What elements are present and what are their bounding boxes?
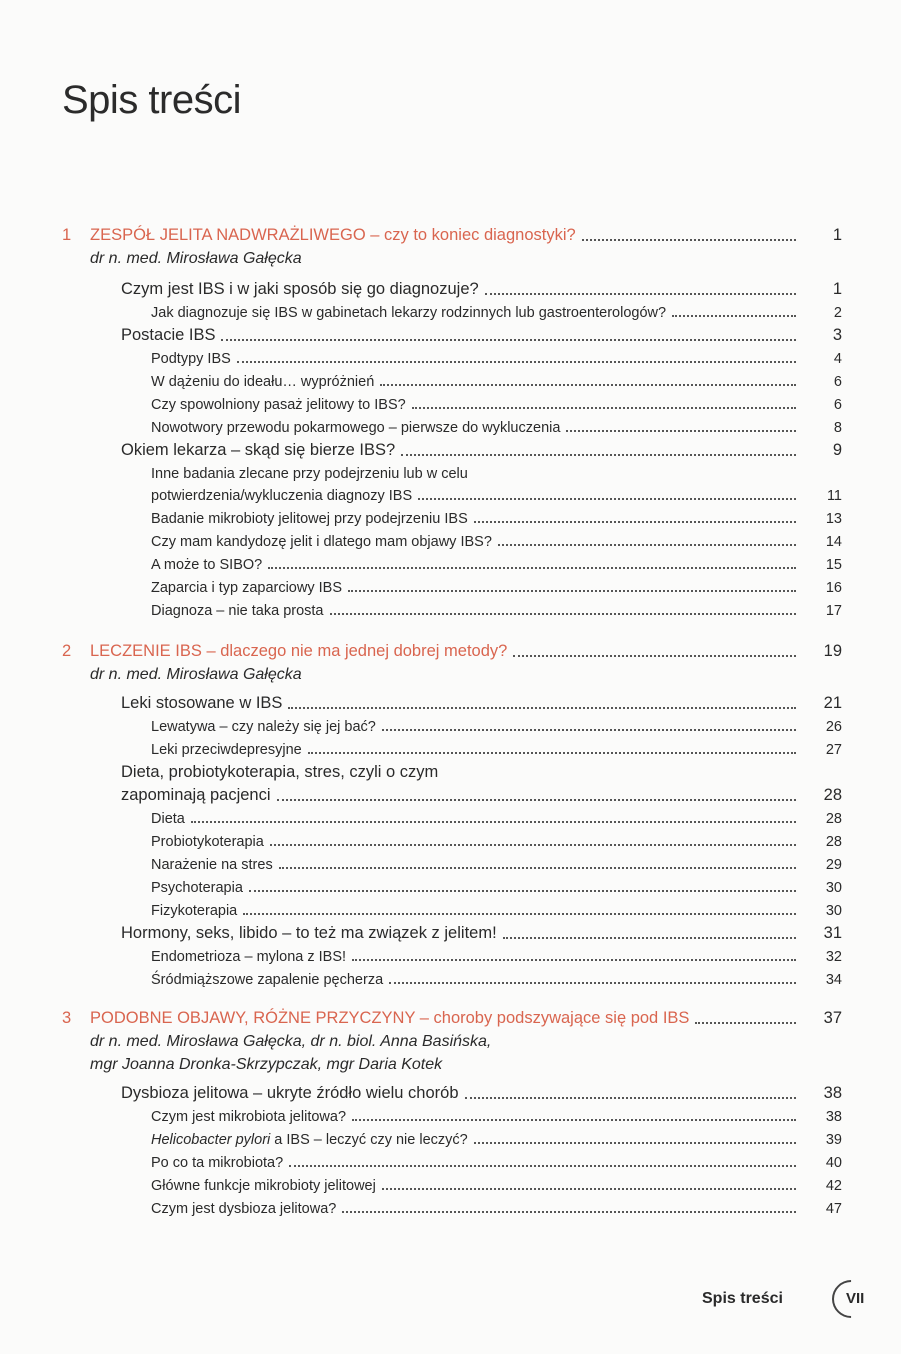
entry-title bbox=[62, 1132, 468, 1148]
page-number: 13 bbox=[825, 511, 842, 527]
page-number: 17 bbox=[825, 603, 842, 619]
page-number: 28 bbox=[823, 786, 842, 804]
page-number: 27 bbox=[825, 742, 842, 758]
toc-entry[interactable] bbox=[62, 420, 842, 436]
entry-title: Zaparcia i typ zaparciowy IBS bbox=[151, 580, 342, 596]
dot-leader bbox=[221, 339, 796, 341]
entry-title: Badanie mikrobioty jelitowej przy podejrzeniu IBS bbox=[151, 511, 468, 527]
toc-entry[interactable] bbox=[62, 786, 842, 805]
entry-title: Dieta bbox=[151, 811, 185, 827]
dot-leader bbox=[352, 1119, 796, 1121]
chapter-1-heading[interactable] bbox=[62, 226, 842, 245]
page-number: 38 bbox=[823, 1084, 842, 1102]
dot-leader bbox=[380, 384, 796, 386]
dot-leader bbox=[412, 407, 796, 409]
dot-leader bbox=[503, 937, 796, 939]
entry-title: Nowotwory przewodu pokarmowego – pierwsze do wykluczenia bbox=[151, 420, 561, 436]
page-number: 26 bbox=[825, 719, 842, 735]
toc-entry[interactable] bbox=[62, 1201, 842, 1217]
entry-title: Podtypy IBS bbox=[151, 351, 231, 367]
dot-leader bbox=[289, 1165, 796, 1167]
toc-entry[interactable] bbox=[62, 326, 842, 345]
chapter-author: dr n. med. Mirosława Gałęcka bbox=[90, 250, 302, 267]
dot-leader bbox=[566, 430, 796, 432]
entry-title: potwierdzenia/wykluczenia diagnozy IBS bbox=[151, 488, 413, 504]
dot-leader bbox=[342, 1211, 796, 1213]
toc-entry[interactable] bbox=[62, 374, 842, 390]
entry-title: Leki stosowane w IBS bbox=[121, 694, 283, 712]
chapter-2-heading[interactable] bbox=[62, 642, 842, 661]
entry-title: zapominają pacjenci bbox=[121, 786, 271, 804]
toc-entry[interactable] bbox=[62, 397, 842, 413]
toc-entry[interactable] bbox=[62, 880, 842, 896]
chapter-title: ZESPÓŁ JELITA NADWRAŻLIWEGO – czy to koniec diagnostyki? bbox=[90, 226, 576, 244]
page-number: 19 bbox=[823, 642, 842, 660]
toc-entry[interactable] bbox=[62, 857, 842, 873]
dot-leader bbox=[352, 959, 796, 961]
toc-entry[interactable] bbox=[62, 719, 842, 735]
page-number: 39 bbox=[825, 1132, 842, 1148]
toc-entry[interactable] bbox=[62, 351, 842, 367]
dot-leader bbox=[474, 1142, 796, 1144]
chapter-author: mgr Joanna Dronka-Skrzypczak, mgr Daria Kotek bbox=[90, 1056, 443, 1073]
dot-leader bbox=[401, 454, 796, 456]
page-number: 2 bbox=[833, 305, 842, 321]
chapter-author: dr n. med. Mirosława Gałęcka, dr n. biol. Anna Basińska, bbox=[90, 1033, 492, 1050]
page-number: 29 bbox=[825, 857, 842, 873]
entry-title-line1: Dieta, probiotykoterapia, stres, czyli o czym bbox=[121, 763, 439, 781]
entry-title: Diagnoza – nie taka prosta bbox=[151, 603, 324, 619]
chapter-number: 2 bbox=[62, 642, 72, 660]
dot-leader bbox=[268, 567, 796, 569]
entry-title: Hormony, seks, libido – to też ma związek z jelitem! bbox=[121, 924, 497, 942]
page-number: 6 bbox=[833, 397, 842, 413]
entry-title: Czym jest IBS i w jaki sposób się go diagnozuje? bbox=[121, 280, 479, 298]
toc-entry[interactable] bbox=[62, 557, 842, 573]
entry-title-italic: Helicobacter pylori bbox=[151, 1132, 271, 1148]
page-number: 30 bbox=[825, 903, 842, 919]
page-number: 14 bbox=[825, 534, 842, 550]
page-number: 40 bbox=[825, 1155, 842, 1171]
toc-entry[interactable] bbox=[62, 534, 842, 550]
dot-leader bbox=[330, 613, 797, 615]
dot-leader bbox=[389, 982, 796, 984]
entry-title: Jak diagnozuje się IBS w gabinetach lekarzy rodzinnych lub gastroenterologów? bbox=[151, 305, 667, 321]
page-number: 30 bbox=[825, 880, 842, 896]
page-number: 37 bbox=[823, 1009, 842, 1027]
dot-leader bbox=[498, 544, 796, 546]
chapter-title-rest: – choroby podszywające się pod IBS bbox=[415, 1009, 690, 1027]
entry-title: Lewatywa – czy należy się jej bać? bbox=[151, 719, 376, 735]
page-number: 38 bbox=[825, 1109, 842, 1125]
toc-entry[interactable] bbox=[62, 1132, 842, 1148]
page-number: 15 bbox=[825, 557, 842, 573]
toc-entry[interactable] bbox=[62, 949, 842, 965]
entry-title: Czym jest dysbioza jelitowa? bbox=[151, 1201, 337, 1217]
dot-leader bbox=[465, 1097, 797, 1099]
toc-entry[interactable] bbox=[62, 603, 842, 619]
toc-entry[interactable] bbox=[62, 742, 842, 758]
dot-leader bbox=[191, 821, 796, 823]
toc-entry[interactable] bbox=[62, 1084, 842, 1103]
toc-entry[interactable] bbox=[62, 924, 842, 943]
page-number: 31 bbox=[823, 924, 842, 942]
entry-title: Czy spowolniony pasaż jelitowy to IBS? bbox=[151, 397, 406, 413]
toc-entry[interactable] bbox=[62, 811, 842, 827]
dot-leader bbox=[279, 867, 796, 869]
page-number: 21 bbox=[823, 694, 842, 712]
entry-title: Czy mam kandydozę jelit i dlatego mam objawy IBS? bbox=[151, 534, 492, 550]
dot-leader bbox=[513, 655, 796, 657]
dot-leader bbox=[348, 590, 796, 592]
entry-title-line1: Inne badania zlecane przy podejrzeniu lub w celu bbox=[151, 466, 468, 482]
dot-leader bbox=[249, 890, 796, 892]
chapter-number: 3 bbox=[62, 1009, 72, 1027]
dot-leader bbox=[270, 844, 796, 846]
page-number-roman: VII bbox=[846, 1290, 865, 1307]
toc-entry[interactable] bbox=[62, 834, 842, 850]
page-number: 4 bbox=[833, 351, 842, 367]
entry-title: Psychoterapia bbox=[151, 880, 243, 896]
dot-leader bbox=[474, 521, 796, 523]
toc-entry[interactable] bbox=[62, 580, 842, 596]
chapter-title: LECZENIE IBS – dlaczego nie ma jednej dobrej metody? bbox=[90, 642, 508, 660]
page-number: 28 bbox=[825, 834, 842, 850]
page-number: 16 bbox=[825, 580, 842, 596]
dot-leader bbox=[485, 293, 796, 295]
chapter-author: dr n. med. Mirosława Gałęcka bbox=[90, 666, 302, 683]
page-number: 6 bbox=[833, 374, 842, 390]
entry-title: Leki przeciwdepresyjne bbox=[151, 742, 302, 758]
toc-entry[interactable] bbox=[62, 511, 842, 527]
dot-leader bbox=[277, 799, 796, 801]
dot-leader bbox=[288, 707, 796, 709]
dot-leader bbox=[695, 1022, 796, 1024]
dot-leader bbox=[237, 361, 796, 363]
footer-page-number bbox=[832, 1280, 872, 1318]
dot-leader bbox=[382, 729, 796, 731]
dot-leader bbox=[582, 239, 796, 241]
entry-title: Probiotykoterapia bbox=[151, 834, 264, 850]
dot-leader bbox=[418, 498, 796, 500]
page-number: 42 bbox=[825, 1178, 842, 1194]
toc-entry[interactable] bbox=[62, 305, 842, 321]
entry-title: Postacie IBS bbox=[121, 326, 216, 344]
entry-title: Czym jest mikrobiota jelitowa? bbox=[151, 1109, 347, 1125]
entry-title: Po co ta mikrobiota? bbox=[151, 1155, 284, 1171]
page-number: 34 bbox=[825, 972, 842, 988]
entry-title: W dążeniu do ideału… wypróżnień bbox=[151, 374, 375, 390]
footer-section-label: Spis treści bbox=[702, 1290, 783, 1307]
toc-entry[interactable] bbox=[62, 488, 842, 504]
toc-entry[interactable] bbox=[62, 1155, 842, 1171]
dot-leader bbox=[243, 913, 796, 915]
entry-title: Narażenie na stres bbox=[151, 857, 273, 873]
entry-title: Główne funkcje mikrobioty jelitowej bbox=[151, 1178, 376, 1194]
dot-leader bbox=[672, 315, 796, 317]
chapter-title-caps: PODOBNE OBJAWY, RÓŻNE PRZYCZYNY bbox=[90, 1009, 416, 1027]
page-number: 28 bbox=[825, 811, 842, 827]
chapter-3-heading[interactable] bbox=[62, 1009, 842, 1028]
entry-title: Endometrioza – mylona z IBS! bbox=[151, 949, 347, 965]
toc-entry[interactable] bbox=[62, 1109, 842, 1125]
page-number: 11 bbox=[826, 488, 842, 504]
page-number: 3 bbox=[832, 326, 842, 344]
page-number: 32 bbox=[825, 949, 842, 965]
entry-title: Okiem lekarza – skąd się bierze IBS? bbox=[121, 441, 396, 459]
toc-entry[interactable] bbox=[62, 694, 842, 713]
chapter-number: 1 bbox=[62, 226, 72, 244]
dot-leader bbox=[382, 1188, 796, 1190]
toc-entry[interactable] bbox=[62, 1178, 842, 1194]
page-number: 47 bbox=[825, 1201, 842, 1217]
entry-title: Fizykoterapia bbox=[151, 903, 238, 919]
entry-title: Dysbioza jelitowa – ukryte źródło wielu chorób bbox=[121, 1084, 459, 1102]
page-number: 8 bbox=[833, 420, 842, 436]
page-number: 1 bbox=[832, 280, 842, 298]
page-number: 9 bbox=[832, 441, 842, 459]
entry-title-rest: a IBS – leczyć czy nie leczyć? bbox=[270, 1132, 468, 1148]
toc-entry[interactable] bbox=[62, 903, 842, 919]
toc-entry[interactable] bbox=[62, 972, 842, 988]
toc-entry[interactable] bbox=[62, 441, 842, 460]
page-title: Spis treści bbox=[62, 78, 241, 122]
toc-entry[interactable] bbox=[62, 280, 842, 299]
page-number: 1 bbox=[832, 226, 842, 244]
dot-leader bbox=[308, 752, 796, 754]
entry-title: Śródmiąższowe zapalenie pęcherza bbox=[151, 972, 384, 988]
entry-title: A może to SIBO? bbox=[151, 557, 263, 573]
